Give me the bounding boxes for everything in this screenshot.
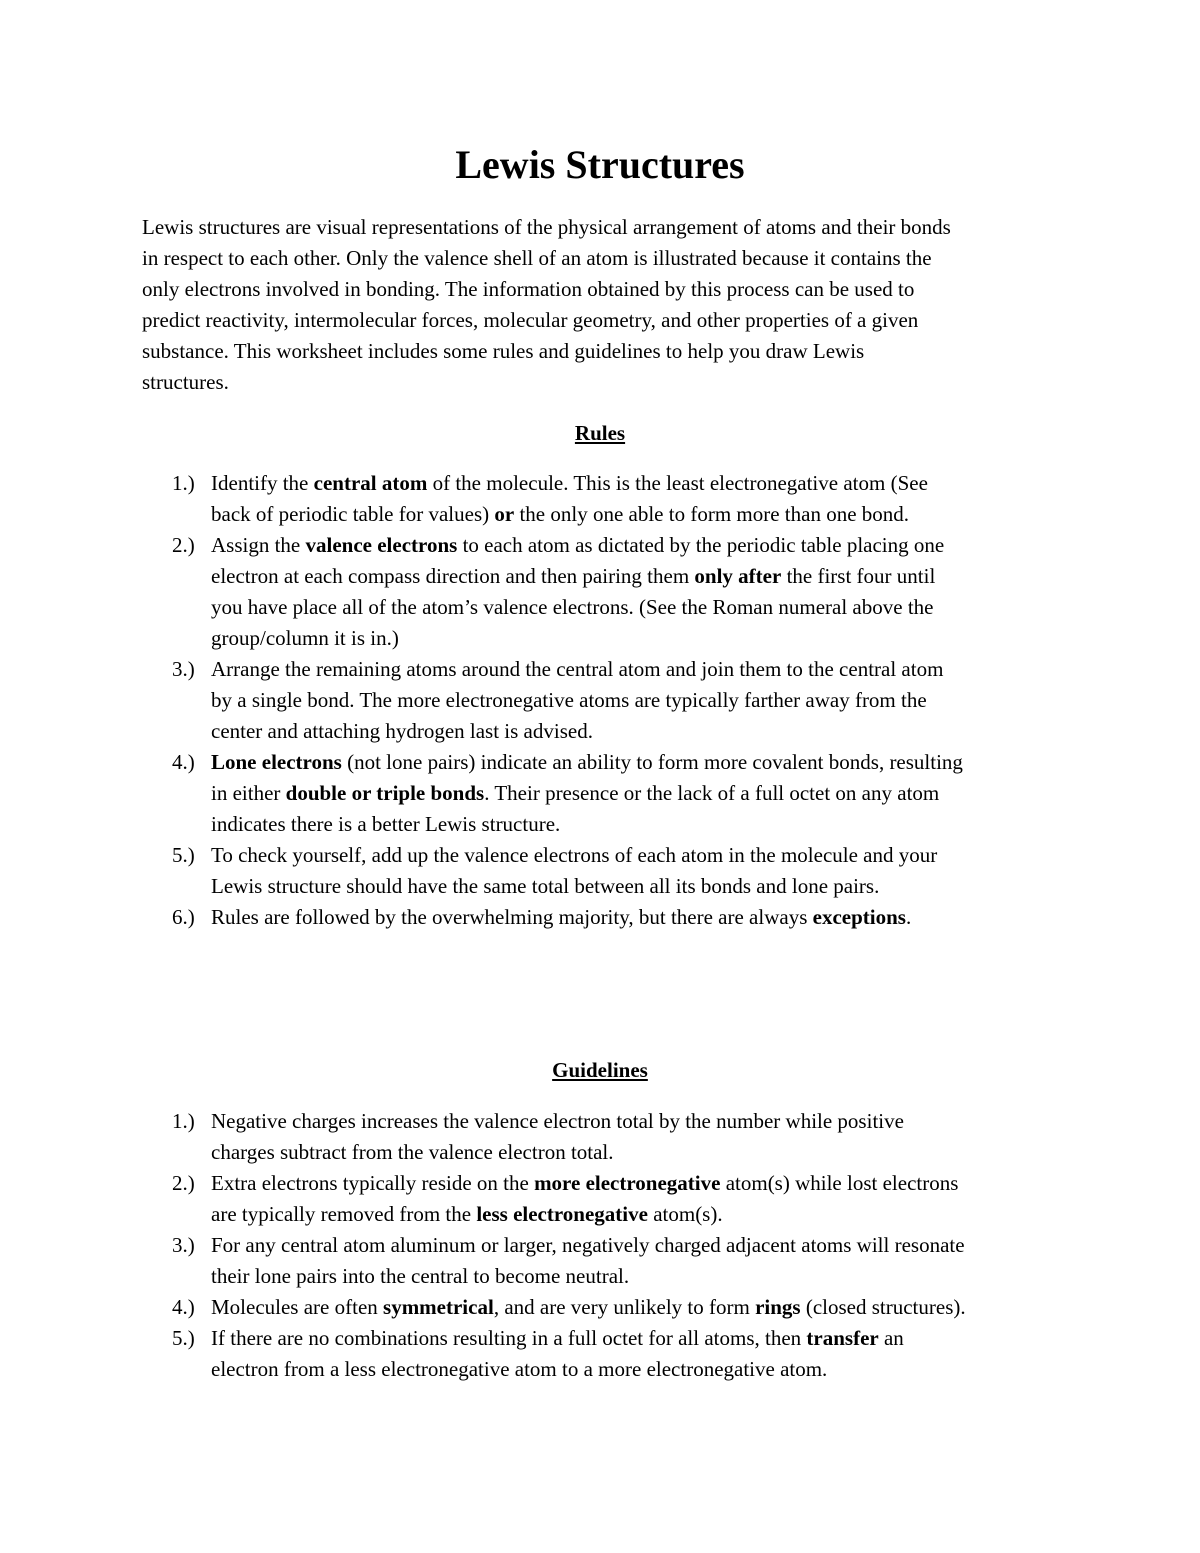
- intro-line: structures.: [142, 370, 229, 394]
- guideline-item: [0, 1292, 1200, 1323]
- list-number: 2.): [172, 1171, 195, 1195]
- list-line: Extra electrons typically reside on the more electronegative atom(s) while lost electrons: [211, 1171, 959, 1195]
- list-line: If there are no combinations resulting in a full octet for all atoms, then transfer an: [211, 1326, 904, 1350]
- guideline-item: [0, 1168, 1200, 1230]
- list-number: 5.): [172, 843, 195, 867]
- list-line: Assign the valence electrons to each atom as dictated by the periodic table placing one: [211, 533, 945, 557]
- guidelines-heading: Guidelines: [552, 1058, 648, 1082]
- list-line: in either double or triple bonds. Their presence or the lack of a full octet on any atom: [211, 781, 940, 805]
- intro-paragraph: [142, 212, 1062, 398]
- list-number: 2.): [172, 533, 195, 557]
- guideline-item: [0, 1230, 1200, 1292]
- list-number: 1.): [172, 1109, 195, 1133]
- intro-line: only electrons involved in bonding. The information obtained by this process can be used to: [142, 277, 915, 301]
- list-line: back of periodic table for values) or the only one able to form more than one bond.: [211, 502, 910, 526]
- rule-item: [0, 530, 1200, 654]
- guideline-item: [0, 1106, 1200, 1168]
- list-line: group/column it is in.): [211, 626, 399, 650]
- list-line: their lone pairs into the central to become neutral.: [211, 1264, 630, 1288]
- guideline-item: [0, 1323, 1200, 1385]
- intro-line: substance. This worksheet includes some rules and guidelines to help you draw Lewis: [142, 339, 865, 363]
- rule-item: [0, 747, 1200, 840]
- list-line: by a single bond. The more electronegative atoms are typically farther away from the: [211, 688, 927, 712]
- intro-line: in respect to each other. Only the valence shell of an atom is illustrated because it contains the: [142, 246, 932, 270]
- list-line: Rules are followed by the overwhelming majority, but there are always exceptions.: [211, 905, 912, 929]
- list-line: For any central atom aluminum or larger, negatively charged adjacent atoms will resonate: [211, 1233, 965, 1257]
- page-title: Lewis Structures: [455, 142, 745, 187]
- list-number: 1.): [172, 471, 195, 495]
- list-line: charges subtract from the valence electron total.: [211, 1140, 614, 1164]
- list-line: Arrange the remaining atoms around the central atom and join them to the central atom: [211, 657, 944, 681]
- list-number: 4.): [172, 1295, 195, 1319]
- list-line: indicates there is a better Lewis structure.: [211, 812, 561, 836]
- list-line: are typically removed from the less electronegative atom(s).: [211, 1202, 723, 1226]
- rule-item: [0, 654, 1200, 747]
- list-line: electron at each compass direction and then pairing them only after the first four until: [211, 564, 936, 588]
- intro-line: Lewis structures are visual representations of the physical arrangement of atoms and their bonds: [142, 215, 951, 239]
- list-line: Identify the central atom of the molecule. This is the least electronegative atom (See: [211, 471, 928, 495]
- list-number: 4.): [172, 750, 195, 774]
- list-number: 5.): [172, 1326, 195, 1350]
- list-line: you have place all of the atom’s valence electrons. (See the Roman numeral above the: [211, 595, 934, 619]
- list-line: Lone electrons (not lone pairs) indicate an ability to form more covalent bonds, resulting: [211, 750, 963, 774]
- list-line: Molecules are often symmetrical, and are very unlikely to form rings (closed structures).: [211, 1295, 966, 1319]
- list-number: 3.): [172, 1233, 195, 1257]
- list-line: Lewis structure should have the same total between all its bonds and lone pairs.: [211, 874, 880, 898]
- intro-line: predict reactivity, intermolecular forces, molecular geometry, and other properties of a given: [142, 308, 919, 332]
- list-number: 3.): [172, 657, 195, 681]
- list-number: 6.): [172, 905, 195, 929]
- rules-heading: Rules: [574, 421, 626, 445]
- list-line: Negative charges increases the valence electron total by the number while positive: [211, 1109, 904, 1133]
- list-line: To check yourself, add up the valence electrons of each atom in the molecule and your: [211, 843, 938, 867]
- rule-item: [0, 468, 1200, 530]
- rule-item: [0, 840, 1200, 902]
- list-line: electron from a less electronegative atom to a more electronegative atom.: [211, 1357, 828, 1381]
- rules-list: [0, 468, 1200, 933]
- list-line: center and attaching hydrogen last is advised.: [211, 719, 593, 743]
- guidelines-list: [0, 1106, 1200, 1385]
- rule-item: [0, 902, 1200, 933]
